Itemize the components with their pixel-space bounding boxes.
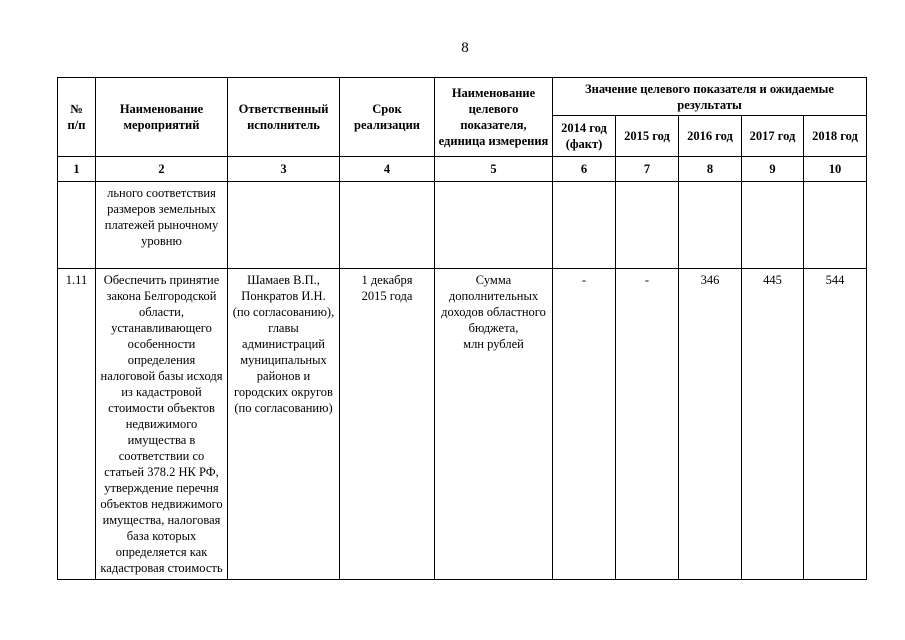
header-2017: 2017 год [742, 116, 804, 157]
col-number: 10 [804, 157, 867, 182]
header-2018: 2018 год [804, 116, 867, 157]
table-row [58, 182, 867, 269]
page-number: 8 [461, 40, 469, 56]
col-number: 4 [340, 157, 435, 182]
col-number: 2 [96, 157, 228, 182]
row-value-2015: - [616, 269, 679, 580]
row-num: 1.11 [58, 269, 96, 580]
col-number: 3 [228, 157, 340, 182]
col-number: 7 [616, 157, 679, 182]
row-value-2016: 346 [679, 269, 742, 580]
header-num: № п/п [58, 78, 96, 157]
row-indicator [435, 182, 553, 269]
row-num [58, 182, 96, 269]
row-value-2014 [553, 182, 616, 269]
row-value-2017 [742, 182, 804, 269]
row-value-2014: - [553, 269, 616, 580]
col-number: 9 [742, 157, 804, 182]
row-value-2018 [804, 182, 867, 269]
header-executor: Ответственный исполнитель [228, 78, 340, 157]
row-value-2018: 544 [804, 269, 867, 580]
header-indicator: Наименование целевого показателя, единица измерения [435, 78, 553, 157]
col-number: 6 [553, 157, 616, 182]
row-value-2016 [679, 182, 742, 269]
row-value-2015 [616, 182, 679, 269]
header-measure: Наименование мероприятий [96, 78, 228, 157]
header-target-values: Значение целевого показателя и ожидаемые результаты [553, 78, 867, 116]
targets-table [57, 77, 867, 580]
row-deadline: 1 декабря 2015 года [340, 269, 435, 580]
row-measure: Обеспечить принятие закона Белгородской области, устанавливающего особенности определения налоговой базы исходя из кадастровой стоимости объектов недвижимого имущества в соответствии со статьей 378.2 НК РФ, утверждение перечня объектов недвижимого имущества, налоговая база которых определяется как кадастровая стоимость [96, 269, 228, 580]
header-deadline: Срок реализации [340, 78, 435, 157]
col-number: 5 [435, 157, 553, 182]
col-number: 1 [58, 157, 96, 182]
row-indicator: Сумма дополнительных доходов областного бюджета, млн рублей [435, 269, 553, 580]
row-measure: льного соответствия размеров земельных платежей рыночному уровню [96, 182, 228, 269]
row-executor [228, 182, 340, 269]
header-2014: 2014 год (факт) [553, 116, 616, 157]
row-deadline [340, 182, 435, 269]
header-2016: 2016 год [679, 116, 742, 157]
row-value-2017: 445 [742, 269, 804, 580]
col-number: 8 [679, 157, 742, 182]
row-executor: Шамаев В.П., Понкратов И.Н. (по согласованию), главы администраций муниципальных районов и городских округов (по согласованию) [228, 269, 340, 580]
table-row [58, 269, 867, 580]
header-2015: 2015 год [616, 116, 679, 157]
